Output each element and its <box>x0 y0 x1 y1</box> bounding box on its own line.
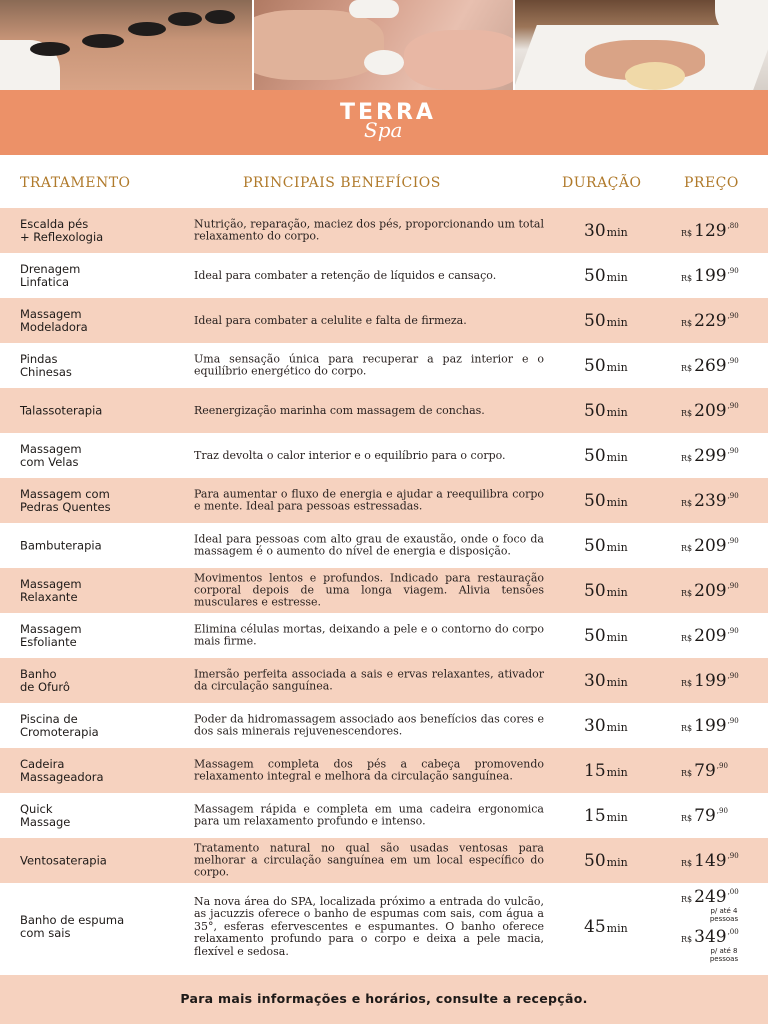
logo-terra: TERRA <box>340 100 436 125</box>
table-row <box>0 748 768 793</box>
treatment-benefits: Massagem rápida e completa em uma cadeira ergonomica para um relaxamento profundo e intenso. <box>194 802 544 828</box>
treatment-price <box>681 716 739 736</box>
duration-unit: min <box>606 922 628 935</box>
treatment-duration <box>584 446 628 466</box>
currency-symbol: R$ <box>681 895 693 904</box>
price-cents: ,00 <box>727 928 739 936</box>
duration-value: 50 <box>584 445 606 466</box>
price-value: 299 <box>694 445 727 466</box>
duration-unit: min <box>606 720 628 734</box>
price-value: 269 <box>694 355 727 376</box>
price-value: 349 <box>694 927 727 947</box>
duration-unit: min <box>606 225 628 239</box>
treatment-price <box>681 221 739 241</box>
treatment-name: Massagem Modeladora <box>20 306 88 334</box>
price-cents: ,90 <box>727 311 739 320</box>
treatment-name: Escalda pés + Reflexologia <box>20 216 104 244</box>
treatment-benefits: Poder da hidromassagem associado aos benefícios das cores e dos sais minerais rejuvenescendores. <box>194 712 544 738</box>
price-cents: ,80 <box>727 221 739 230</box>
treatment-name: Banho de Ofurô <box>20 666 70 694</box>
treatment-benefits: Na nova área do SPA, localizada próximo a entrada do vulcão, as jacuzzis oferece o banho de espumas com sais, com água a 35°, esferas efervescentes e espumantes. O banho oferece relaxamento profundo para o corpo e deixa a pele macia, flexível e sedosa. <box>194 894 544 958</box>
table-row <box>0 613 768 658</box>
treatment-name: Ventosaterapia <box>20 853 107 867</box>
duration-unit: min <box>606 270 628 284</box>
price-cents: ,90 <box>727 356 739 365</box>
treatment-benefits: Reenergização marinha com massagem de conchas. <box>194 403 485 417</box>
duration-unit: min <box>606 585 628 599</box>
duration-value: 50 <box>584 490 606 511</box>
price-cents: ,00 <box>727 888 739 896</box>
price-cents: ,90 <box>716 806 728 815</box>
currency-symbol: R$ <box>681 935 693 944</box>
treatment-price <box>681 626 739 646</box>
duration-value: 50 <box>584 310 606 331</box>
treatment-benefits: Ideal para combater a celulite e falta de firmeza. <box>194 313 467 327</box>
price-cents: ,90 <box>727 581 739 590</box>
treatment-price <box>681 851 739 871</box>
price-cents: ,90 <box>727 626 739 635</box>
duration-value: 50 <box>584 850 606 871</box>
duration-value: 30 <box>584 220 606 241</box>
treatment-duration <box>584 221 628 241</box>
table-row <box>0 703 768 748</box>
duration-value: 30 <box>584 715 606 736</box>
currency-symbol: R$ <box>681 498 693 508</box>
duration-unit: min <box>606 765 628 779</box>
table-header <box>0 175 768 195</box>
treatment-price <box>681 446 739 466</box>
price-option-8 <box>681 927 761 947</box>
duration-value: 30 <box>584 670 606 691</box>
treatment-price <box>681 581 739 601</box>
price-value: 79 <box>694 760 716 781</box>
price-cents: ,90 <box>727 491 739 500</box>
duration-value: 50 <box>584 265 606 286</box>
price-value: 239 <box>694 490 727 511</box>
treatment-price <box>681 311 739 331</box>
treatment-name: Massagem com Pedras Quentes <box>20 486 111 514</box>
treatment-benefits: Tratamento natural no qual são usadas ventosas para melhorar a circulação sanguínea em um local específico do corpo. <box>194 840 544 879</box>
price-cents: ,90 <box>727 401 739 410</box>
table-row <box>0 568 768 613</box>
table-row <box>0 658 768 703</box>
duration-unit: min <box>606 315 628 329</box>
treatment-name: Massagem com Velas <box>20 441 82 469</box>
table-row <box>0 433 768 478</box>
treatment-price <box>681 671 739 691</box>
treatment-name: Pindas Chinesas <box>20 351 72 379</box>
duration-unit: min <box>606 450 628 464</box>
currency-symbol: R$ <box>681 543 693 553</box>
table-row <box>0 388 768 433</box>
price-options <box>681 887 761 963</box>
price-value: 129 <box>694 220 727 241</box>
treatment-price <box>681 806 728 826</box>
treatment-duration <box>584 851 628 871</box>
duration-value: 50 <box>584 580 606 601</box>
currency-symbol: R$ <box>681 588 693 598</box>
treatment-name: Cadeira Massageadora <box>20 756 104 784</box>
table-row <box>0 838 768 883</box>
treatment-duration <box>584 356 628 376</box>
treatment-duration <box>584 626 628 646</box>
currency-symbol: R$ <box>681 408 693 418</box>
price-cents: ,90 <box>716 761 728 770</box>
currency-symbol: R$ <box>681 363 693 373</box>
treatment-price <box>681 401 739 421</box>
treatment-name: Quick Massage <box>20 801 71 829</box>
logo-spa: Spa <box>364 118 403 142</box>
treatment-name: Massagem Esfoliante <box>20 621 82 649</box>
footer-info: Para mais informações e horários, consulte a recepção. <box>180 991 588 1006</box>
price-value: 249 <box>694 887 727 907</box>
duration-unit: min <box>606 630 628 644</box>
treatment-duration <box>584 401 628 421</box>
currency-symbol: R$ <box>681 858 693 868</box>
duration-unit: min <box>606 540 628 554</box>
table-row <box>0 793 768 838</box>
photo-strip <box>0 0 768 90</box>
price-value: 209 <box>694 400 727 421</box>
footer-bar <box>0 975 768 1024</box>
price-value: 209 <box>694 535 727 556</box>
duration-value: 45 <box>584 917 606 937</box>
currency-symbol: R$ <box>681 813 693 823</box>
treatment-name: Drenagem Linfatica <box>20 261 81 289</box>
price-value: 79 <box>694 805 716 826</box>
treatment-benefits: Movimentos lentos e profundos. Indicado para restauração corporal depois de uma longa viagem. Alivia tensões musculares e estresse. <box>194 570 544 609</box>
header-price: PREÇO <box>684 175 739 191</box>
price-cents: ,90 <box>727 671 739 680</box>
back-massage-photo <box>515 0 768 90</box>
treatment-duration <box>584 917 628 937</box>
treatment-benefits: Elimina células mortas, deixando a pele e o contorno do corpo mais firme. <box>194 622 544 648</box>
treatment-price <box>681 536 739 556</box>
table-row <box>0 523 768 568</box>
price-value: 209 <box>694 580 727 601</box>
duration-unit: min <box>606 675 628 689</box>
duration-unit: min <box>606 360 628 374</box>
price-cents: ,90 <box>727 266 739 275</box>
treatment-benefits: Ideal para combater a retenção de líquidos e cansaço. <box>194 268 497 282</box>
treatment-duration <box>584 806 628 826</box>
treatment-name: Bambuterapia <box>20 538 102 552</box>
treatment-benefits: Uma sensação única para recuperar a paz interior e o equilíbrio energético do corpo. <box>194 352 544 378</box>
duration-value: 15 <box>584 805 606 826</box>
price-cents: ,90 <box>727 446 739 455</box>
treatment-benefits: Traz devolta o calor interior e o equilíbrio para o corpo. <box>194 448 506 462</box>
treatment-name: Banho de espuma com sais <box>20 913 125 940</box>
price-value: 199 <box>694 670 727 691</box>
price-value: 209 <box>694 625 727 646</box>
treatment-duration <box>584 716 628 736</box>
currency-symbol: R$ <box>681 453 693 463</box>
treatment-duration <box>584 581 628 601</box>
treatment-duration <box>584 761 628 781</box>
treatment-name: Massagem Relaxante <box>20 576 82 604</box>
table-row <box>0 343 768 388</box>
currency-symbol: R$ <box>681 228 693 238</box>
treatment-name: Talassoterapia <box>20 403 103 417</box>
header-treatment: TRATAMENTO <box>20 175 131 191</box>
currency-symbol: R$ <box>681 273 693 283</box>
duration-value: 50 <box>584 400 606 421</box>
treatment-benefits: Nutrição, reparação, maciez dos pés, proporcionando um total relaxamento do corpo. <box>194 217 544 243</box>
treatment-price <box>681 356 739 376</box>
treatment-duration <box>584 536 628 556</box>
treatment-price <box>681 266 739 286</box>
header-benefits: PRINCIPAIS BENEFÍCIOS <box>243 175 441 191</box>
duration-unit: min <box>606 405 628 419</box>
treatment-table <box>0 208 768 971</box>
price-value: 199 <box>694 715 727 736</box>
currency-symbol: R$ <box>681 678 693 688</box>
duration-unit: min <box>606 495 628 509</box>
price-value: 229 <box>694 310 727 331</box>
header-duration: DURAÇÃO <box>562 175 642 191</box>
duration-value: 50 <box>584 355 606 376</box>
price-value: 199 <box>694 265 727 286</box>
table-row <box>0 298 768 343</box>
table-row <box>0 208 768 253</box>
table-row <box>0 478 768 523</box>
duration-value: 50 <box>584 535 606 556</box>
treatment-duration <box>584 266 628 286</box>
herbal-pindas-photo <box>254 0 512 90</box>
treatment-price <box>681 491 739 511</box>
table-row <box>0 253 768 298</box>
treatment-duration <box>584 311 628 331</box>
treatment-price <box>681 761 728 781</box>
currency-symbol: R$ <box>681 633 693 643</box>
hot-stone-massage-photo <box>0 0 252 90</box>
duration-value: 15 <box>584 760 606 781</box>
table-row <box>0 883 768 971</box>
treatment-name: Piscina de Cromoterapia <box>20 711 99 739</box>
price-cents: ,90 <box>727 851 739 860</box>
price-note: p/ até 8 pessoas <box>709 947 739 963</box>
treatment-benefits: Massagem completa dos pés a cabeça promovendo relaxamento integral e melhora da circulação sanguínea. <box>194 757 544 783</box>
price-note: p/ até 4 pessoas <box>709 907 739 923</box>
currency-symbol: R$ <box>681 768 693 778</box>
currency-symbol: R$ <box>681 723 693 733</box>
treatment-duration <box>584 491 628 511</box>
duration-unit: min <box>606 855 628 869</box>
treatment-duration <box>584 671 628 691</box>
terra-spa-logo <box>340 100 440 148</box>
duration-value: 50 <box>584 625 606 646</box>
price-cents: ,90 <box>727 716 739 725</box>
currency-symbol: R$ <box>681 318 693 328</box>
treatment-benefits: Para aumentar o fluxo de energia e ajudar a reequilibra corpo e mente. Ideal para pessoas estressadas. <box>194 487 544 513</box>
treatment-benefits: Imersão perfeita associada a sais e ervas relaxantes, ativador da circulação sanguínea. <box>194 667 544 693</box>
treatment-benefits: Ideal para pessoas com alto grau de exaustão, onde o foco da massagem é o aumento do nível de energia e disposição. <box>194 532 544 558</box>
duration-unit: min <box>606 810 628 824</box>
price-option-4 <box>681 887 761 907</box>
price-value: 149 <box>694 850 727 871</box>
price-cents: ,90 <box>727 536 739 545</box>
